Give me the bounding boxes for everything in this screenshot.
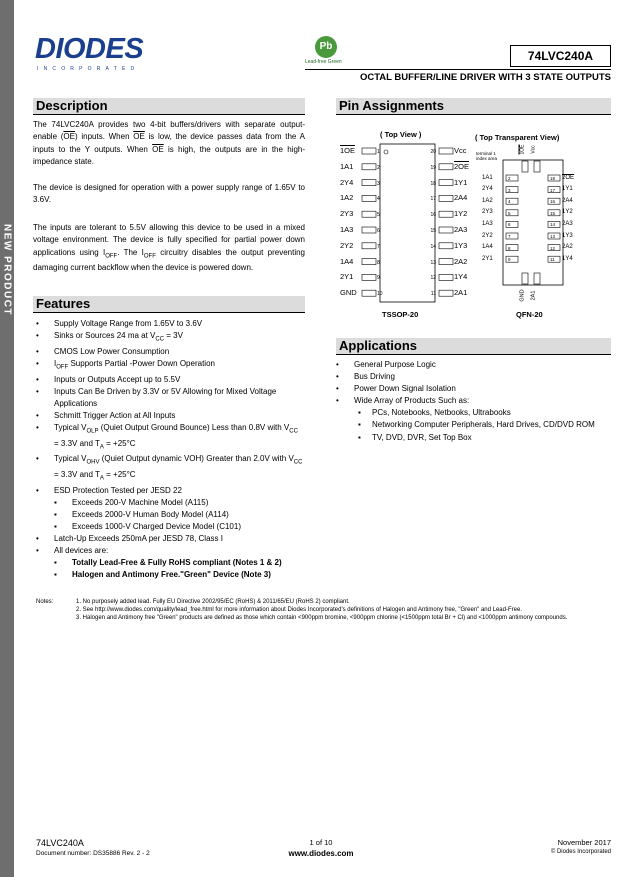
qfn-pin-name: 2OE [562, 174, 575, 181]
note-item: 3. Halogen and Antimony free "Green" products are defined as those which contain <900ppm bromine, <900ppm chlorine (<1500ppm total Br + Cl) and <1000ppm antimony compounds. [76, 615, 568, 622]
footer-page-number: 1 of 10 [309, 838, 333, 847]
applications-rule [336, 354, 611, 355]
tssop-pin-number: 3 [377, 180, 380, 187]
tssop-pin-pad [362, 290, 376, 296]
application-item: • Bus Driving [336, 371, 611, 383]
feature-item: • ESD Protection Tested per JESD 22 [36, 485, 304, 497]
feature-subitem: ▪ Halogen and Antimony Free."Green" Device (Note 3) [36, 569, 304, 581]
tssop-pin-number: 10 [377, 291, 383, 298]
qfn-pin-number: 9 [508, 257, 511, 263]
qfn-pin-number: 4 [508, 199, 511, 205]
footer-copyright: © Diodes Incorporated [550, 849, 611, 855]
tssop-pin-pad [362, 227, 376, 233]
feature-item: • $I_{OFF}$ Supports Partial -Power Down Operation [36, 358, 304, 374]
feature-item: • Inputs or Outputs Accept up to 5.5V [36, 374, 304, 386]
tssop-pin-pad [362, 148, 376, 154]
qfn-pin-name: Vcc [530, 145, 537, 154]
qfn-pin-name: 2A4 [562, 197, 573, 204]
logo-word: DIODES [35, 33, 144, 65]
qfn-pin-number: 13 [550, 234, 556, 239]
tssop-pin-number: 5 [377, 212, 380, 219]
tssop-pin-pad [439, 259, 453, 265]
applications-heading: Applications [336, 338, 611, 354]
pin-diagram [340, 130, 611, 320]
tssop-pin-pad [362, 180, 376, 186]
feature-item: • Supply Voltage Range from 1.65V to 3.6V [36, 318, 304, 330]
qfn-pin-name: 1Y1 [562, 186, 573, 193]
tssop-pin-name: 2A3 [454, 225, 468, 234]
terminal-index-note: terminal 1 index area [476, 151, 498, 161]
new-product-sidebar [0, 0, 14, 877]
qfn-pin-number: 8 [508, 245, 511, 251]
tssop-pin-name: 2OE [454, 161, 470, 171]
tssop-pin-name: 2Y3 [340, 209, 354, 219]
tssop-pin-name: 2A2 [454, 256, 468, 266]
tssop-pin-number: 2 [377, 164, 380, 171]
footer-document-number: Document number: DS35886 Rev. 2 - 2 [36, 850, 150, 857]
tssop-pin-pad [439, 180, 453, 186]
pin-assignments-heading: Pin Assignments [336, 98, 611, 114]
tssop-pin-name: 1Y3 [454, 240, 468, 250]
tssop-pin-name: 1A2 [340, 193, 354, 203]
notes-label: Notes: [36, 599, 54, 605]
description-paragraph-3: The inputs are tolerant to 5.5V allowing this device to be used in a mixed voltage environment. The device is fully specified for partial power down applications using $I_{OFF}$. The $I_{OFF}$ circuitry disables the output preventing damaging current backflow when the device is powered down. [33, 223, 306, 273]
logo-subtitle: INCORPORATED [37, 66, 140, 72]
qfn-pin-pad [534, 161, 540, 172]
qfn-pin-name: 1OE [519, 144, 526, 155]
tssop-pin-number: 1 [377, 149, 380, 155]
feature-item: • Latch-Up Exceeds 250mA per JESD 78, Class I [36, 533, 304, 545]
tssop-pin-number: 15 [430, 228, 436, 234]
qfn-pin-pad [522, 273, 528, 284]
tssop-pin-name: 2Y2 [340, 240, 354, 250]
feature-item: • Schmitt Trigger Action at All Inputs [36, 410, 304, 422]
footer-website-link[interactable]: www.diodes.com [288, 849, 354, 858]
tssop-pin-pad [439, 243, 453, 249]
application-item: • General Purpose Logic [336, 359, 611, 371]
qfn-pin-name: 2Y1 [482, 255, 493, 262]
tssop-pin-number: 14 [430, 243, 436, 250]
part-number-box: 74LVC240A [510, 45, 611, 67]
document-subtitle: OCTAL BUFFER/LINE DRIVER WITH 3 STATE OUTPUTS [305, 69, 611, 83]
tssop-pin-name: 1A3 [340, 225, 354, 234]
features-heading: Features [33, 296, 305, 312]
tssop-pin-number: 11 [430, 291, 436, 298]
pb-badge: Pb [315, 36, 337, 58]
qfn-pin-pad [522, 161, 528, 172]
tssop-pin-pad [362, 211, 376, 217]
lead-free-green-icon [305, 36, 357, 68]
feature-item: • Sinks or Sources 24 ma at $V_{CC} = 3V$ [36, 330, 304, 346]
tssop-pin-pad [362, 195, 376, 201]
diodes-logo [35, 34, 160, 76]
tssop-pin-number: 17 [430, 196, 436, 203]
qfn-pin-number: 5 [508, 210, 511, 216]
tssop-pin-name: 2A1 [454, 288, 468, 298]
tssop-pin-number: 6 [377, 228, 380, 234]
tssop-pin-pad [439, 227, 453, 233]
tssop-pin-number: 19 [430, 164, 436, 171]
qfn-pin-name: 1A2 [482, 197, 493, 204]
feature-item: • Typical $V_{OHV}$ (Quiet Output dynamic VOH) Greater than 2.0V with $V_{CC} = 3.3V$ and $T_A = +25^\circ C$ [36, 453, 304, 484]
application-subitem: ▪ TV, DVD, DVR, Set Top Box [336, 432, 611, 444]
qfn-pin-number: 2 [508, 176, 511, 181]
qfn-pin-number: 3 [508, 187, 511, 193]
qfn-pin-name: 1A3 [482, 220, 493, 227]
tssop-pin-pad [362, 274, 376, 280]
feature-item: • CMOS Low Power Consumption [36, 346, 304, 358]
qfn-pin-number: 6 [508, 222, 511, 228]
feature-subitem: ▪ Exceeds 1000-V Charged Device Model (C101) [36, 521, 304, 533]
feature-subitem: ▪ Exceeds 200-V Machine Model (A115) [36, 497, 304, 509]
tssop-pin-number: 8 [377, 259, 380, 266]
tssop-pin-number: 16 [430, 212, 436, 219]
feature-item: • Inputs Can Be Driven by 3.3V or 5V Allowing for Mixed Voltage Applications [36, 386, 304, 410]
feature-item: • All devices are: [36, 545, 304, 557]
tssop-pin-number: 4 [377, 196, 380, 203]
tssop-pin-number: 20 [430, 149, 436, 155]
features-list [36, 318, 304, 581]
application-item: • Wide Array of Products Such as: [336, 395, 611, 407]
qfn-pin-name: 2A2 [562, 244, 573, 251]
pin-assignments-rule [336, 114, 611, 115]
sidebar-label: NEW PRODUCT [1, 223, 13, 317]
tssop-pin-name: GND [340, 288, 357, 298]
qfn-pin-pad [534, 273, 540, 284]
tssop-pin-name: 1OE [340, 146, 356, 155]
tssop-pin-pad [439, 195, 453, 201]
tssop-pin-name: 1Y1 [454, 177, 468, 187]
note-item: 2. See http://www.diodes.com/quality/lead_free.html for more information about Diodes Incorporated's definitions of Halogen and Antimony free, "Green" and Lead-Free. [76, 607, 522, 614]
tssop-pin-name: 1A4 [340, 256, 354, 266]
feature-subitem: ▪ Exceeds 2000-V Human Body Model (A114) [36, 509, 304, 521]
qfn-view-label: ( Top Transparent View) [475, 133, 560, 142]
tssop-pin-number: 18 [430, 180, 436, 187]
qfn-pin-name: 2Y3 [482, 209, 493, 216]
tssop-pin-name: 1Y2 [454, 209, 468, 219]
qfn-pin-name: 1A4 [482, 244, 493, 251]
tssop-pin-pad [439, 274, 453, 280]
description-rule [33, 114, 305, 115]
qfn-pin-name: 1A1 [482, 174, 493, 181]
tssop-pin-name: 1Y4 [454, 272, 468, 282]
tssop-pin-name: Vcc [454, 146, 467, 155]
tssop-pin-name: 2A4 [454, 193, 468, 203]
features-rule [33, 312, 305, 313]
tssop-pin-pad [362, 243, 376, 249]
tssop-pin-number: 13 [430, 259, 436, 266]
page-footer [36, 838, 611, 868]
qfn-pin-number: 17 [550, 187, 556, 193]
tssop-pin-number: 7 [377, 243, 380, 250]
tssop-pin-pad [439, 211, 453, 217]
application-subitem: ▪ Networking Computer Peripherals, Hard Drives, CD/DVD ROM [336, 419, 611, 431]
tssop-view-label: ( Top View ) [380, 130, 422, 139]
qfn-package-label: QFN-20 [516, 310, 543, 319]
qfn-pin-name: 2A1 [530, 290, 537, 301]
feature-subitem: ▪ Totally Lead-Free & Fully RoHS compliant (Notes 1 & 2) [36, 557, 304, 569]
tssop-pin-pad [362, 259, 376, 265]
tssop-pin-name: 1A1 [340, 161, 354, 171]
qfn-pin-name: 1Y4 [562, 255, 573, 262]
tssop-pin-pad [439, 290, 453, 296]
qfn-pin-name: 2Y4 [482, 186, 493, 193]
note-item: 1. No purposely added lead. Fully EU Directive 2002/95/EC (RoHS) & 2011/65/EU (RoHS 2) compliant. [76, 599, 350, 605]
qfn-pin-name: 2Y2 [482, 232, 493, 239]
tssop-pin-number: 9 [377, 275, 380, 282]
description-heading: Description [33, 98, 305, 114]
applications-list [336, 359, 611, 444]
qfn-pin-number: 18 [550, 176, 556, 181]
qfn-pin-number: 16 [550, 199, 556, 205]
qfn-pin-number: 14 [550, 222, 556, 228]
footer-date: November 2017 [557, 838, 611, 847]
qfn-pin-number: 12 [550, 245, 556, 251]
tssop-pin-pad [439, 148, 453, 154]
application-item: • Power Down Signal Isolation [336, 383, 611, 395]
description-paragraph-1: The 74LVC240A provides two 4-bit buffers/drivers with separate output-enable $(\overline{OE})$ inputs. When $\overline{OE}$ is low, the device passes data from the A inputs to the Y outputs. When $\overline{OE}$ is high, the outputs are in the high-impedance state. [33, 120, 306, 166]
qfn-pin-name: 2A3 [562, 220, 573, 227]
qfn-pin-name: 1Y3 [562, 232, 573, 239]
tssop-pin-number: 12 [430, 275, 436, 282]
tssop-pin-name: 2Y4 [340, 177, 354, 187]
description-paragraph-2: The device is designed for operation with a power supply range of 1.65V to 3.6V. [33, 183, 305, 205]
application-subitem: ▪ PCs, Notebooks, Netbooks, Ultrabooks [336, 407, 611, 419]
footer-part-number: 74LVC240A [36, 838, 84, 848]
lead-free-label: Lead-free Green [305, 59, 342, 65]
qfn-pin-name: 1Y2 [562, 209, 573, 216]
tssop-package-label: TSSOP-20 [382, 310, 419, 319]
qfn-pin-number: 7 [508, 234, 511, 239]
qfn-pin-number: 11 [550, 257, 555, 263]
tssop-pin-pad [362, 164, 376, 170]
feature-item: • Typical $V_{OLP}$ (Quiet Output Ground Bounce) Less than 0.8V with $V_{CC} = 3.3V$ and $T_A = +25^\circ C$ [36, 422, 304, 453]
qfn-pin-name: GND [519, 289, 526, 302]
tssop-pin-pad [439, 164, 453, 170]
tssop-pin-name: 2Y1 [340, 272, 354, 282]
qfn-pin-number: 15 [550, 210, 556, 216]
